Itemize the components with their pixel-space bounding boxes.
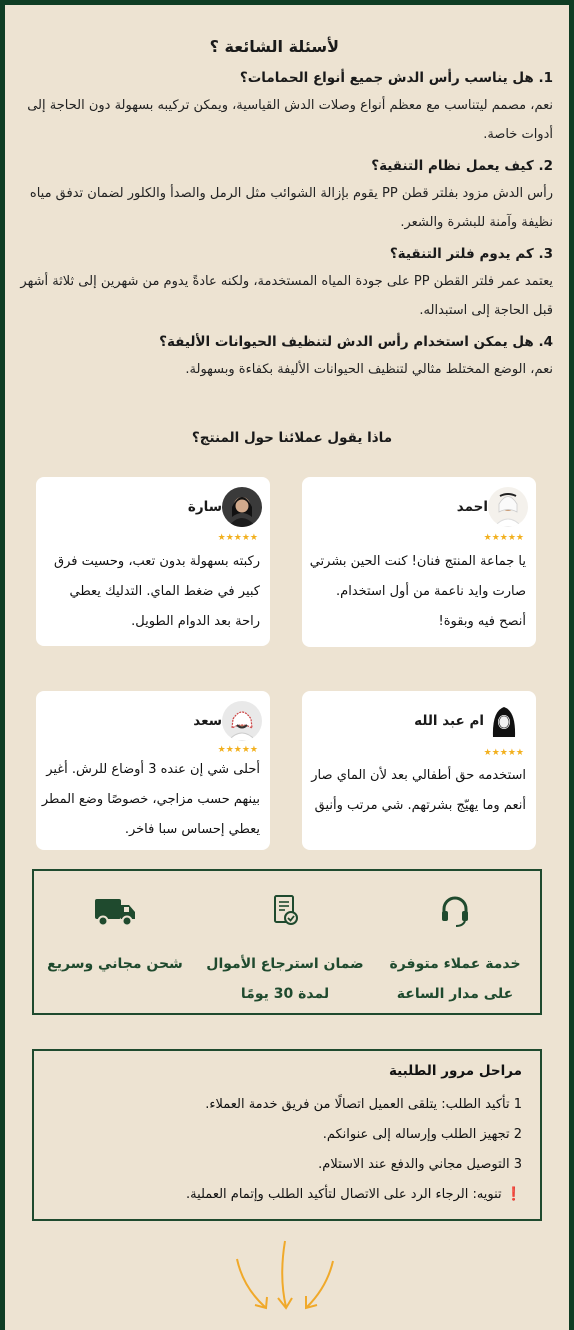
order-step: 2 تجهيز الطلب وإرساله إلى عنوانكم.	[322, 1127, 522, 1142]
rating-stars: ★★★★★	[483, 748, 524, 758]
avatar	[222, 701, 262, 741]
features-box	[32, 869, 542, 1015]
reviewer-name: احمد	[456, 499, 488, 515]
review-header	[449, 487, 528, 527]
exclamation-icon: ❗	[505, 1187, 522, 1202]
headset-icon	[370, 893, 540, 929]
feature-label	[30, 949, 200, 979]
faq-question: 3. كم يدوم فلتر التنقية؟	[389, 246, 553, 262]
review-card	[302, 477, 536, 647]
order-notice-text: تنويه: الرجاء الرد على الاتصال لتأكيد الطلب وإتمام العملية.	[185, 1187, 502, 1202]
feature-money-back	[200, 871, 370, 1013]
feature-line: خدمة عملاء متوفرة	[389, 956, 521, 972]
rating-stars: ★★★★★	[483, 533, 524, 543]
review-card	[36, 691, 270, 850]
faq-title: لأسئلة الشائعة ؟	[209, 37, 339, 56]
truck-icon	[30, 893, 200, 929]
reviews-title: ماذا يقول عملائنا حول المنتج؟	[191, 430, 393, 446]
feature-label	[200, 949, 370, 1009]
avatar	[488, 487, 528, 527]
order-steps-title: مراحل مرور الطلبية	[388, 1063, 522, 1079]
reviewer-name: سعد	[193, 713, 222, 729]
review-header	[180, 487, 262, 527]
feature-label	[370, 949, 540, 1009]
review-text: ركبته بسهولة بدون تعب، وحسيت فرق كبير في ضغط الماي. التدليك يعطي راحة بعد الدوام الطويل.	[54, 554, 260, 629]
feature-free-shipping	[30, 871, 200, 1013]
review-text: يا جماعة المنتج فنان! كنت الحين بشرتي صارت وايد ناعمة من أول استخدام. أنصح فيه وبقوة!	[309, 554, 526, 629]
feature-line: على مدار الساعة	[396, 986, 514, 1002]
faq-list	[19, 65, 553, 388]
review-card	[302, 691, 536, 850]
feature-line: ضمان استرجاع الأموال	[206, 956, 364, 972]
order-step: 3 التوصيل مجاني والدفع عند الاستلام.	[318, 1157, 522, 1172]
faq-answer: يعتمد عمر فلتر القطن PP على جودة المياه المستخدمة، ولكنه عادةً يدوم من شهرين إلى ثلاثة أشهر قبل الحاجة إلى استبداله.	[20, 274, 553, 318]
rating-stars: ★★★★★	[217, 745, 258, 755]
faq-answer: نعم، الوضع المختلط مثالي لتنظيف الحيوانات الأليفة بكفاءة وبسهولة.	[185, 362, 553, 377]
rating-stars: ★★★★★	[217, 533, 258, 543]
faq-question: 2. كيف يعمل نظام التنقية؟	[371, 158, 553, 174]
avatar	[222, 487, 262, 527]
order-step: 1 تأكيد الطلب: يتلقى العميل اتصالًا من فريق خدمة العملاء.	[205, 1097, 522, 1112]
review-header	[185, 701, 262, 741]
reviewer-name: سارة	[187, 499, 222, 515]
feature-line: لمدة 30 يومًا	[240, 986, 330, 1002]
feature-line: شحن مجاني وسريع	[47, 956, 183, 972]
down-arrows-icon	[229, 1237, 339, 1315]
order-steps-box	[32, 1049, 542, 1221]
faq-question: 4. هل يمكن استخدام رأس الدش لتنظيف الحيوانات الأليفة؟	[159, 334, 553, 350]
review-header	[406, 701, 524, 741]
review-card	[36, 477, 270, 646]
refund-document-icon	[200, 893, 370, 929]
page-frame	[5, 5, 569, 1330]
review-text: استخدمه حق أطفالي بعد لأن الماي صار أنعم وما يهيّج بشرتهم. شي مرتب وأنيق	[311, 768, 526, 813]
review-text: أحلى شي إن عنده 3 أوضاع للرش. أغير بينهم حسب مزاجي، خصوصًا وضع المطر يعطي إحساس سبا فاخر.	[41, 762, 260, 837]
faq-question: 1. هل يناسب رأس الدش جميع أنواع الحمامات؟	[239, 70, 553, 86]
feature-customer-service	[370, 871, 540, 1013]
faq-answer: رأس الدش مزود بفلتر قطن PP يقوم بإزالة الشوائب مثل الرمل والصدأ والكلور لضمان تدفق مياه نظيفة وآمنة للبشرة والشعر.	[29, 186, 553, 230]
reviewer-name: ام عبد الله	[414, 713, 484, 729]
faq-answer: نعم، مصمم ليتناسب مع معظم أنواع وصلات الدش القياسية، ويمكن تركيبه بسهولة دون الحاجة إلى أدوات خاصة.	[27, 98, 553, 142]
order-notice	[44, 1187, 522, 1202]
avatar	[484, 701, 524, 741]
